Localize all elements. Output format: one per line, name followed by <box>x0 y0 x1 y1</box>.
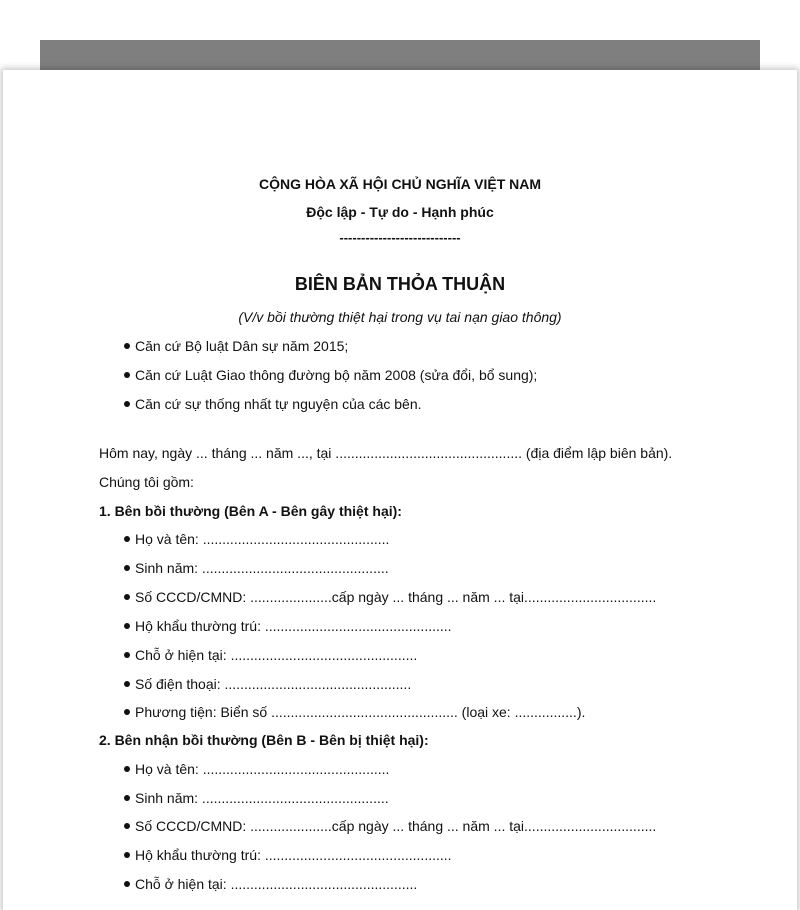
party-a-field-name: Họ và tên: ................................................ <box>124 531 389 547</box>
motto: Độc lập - Tự do - Hạnh phúc <box>306 204 494 220</box>
party-a-field-vehicle: Phương tiện: Biển số ................................................ (loại xe: ................). <box>124 704 585 720</box>
party-a-field-permanent-address: Hộ khẩu thường trú: ................................................ <box>124 618 452 634</box>
document-page <box>3 70 797 910</box>
divider-line: ---------------------------- <box>339 230 461 245</box>
party-a-heading: 1. Bên bồi thường (Bên A - Bên gây thiệt hại): <box>99 503 402 519</box>
party-b-field-permanent-address: Hộ khẩu thường trú: ................................................ <box>124 847 452 863</box>
party-b-field-name: Họ và tên: ................................................ <box>124 761 389 777</box>
party-b-field-current-address: Chỗ ở hiện tại: ................................................ <box>124 876 417 892</box>
intro-line: Hôm nay, ngày ... tháng ... năm ..., tại ................................................ (địa điểm lập biên bản). <box>99 445 673 461</box>
party-a-field-birth-year: Sinh năm: ................................................ <box>124 560 389 576</box>
legal-basis-item: Căn cứ Luật Giao thông đường bộ năm 2008 (sửa đổi, bổ sung); <box>124 367 537 383</box>
document-subtitle: (V/v bồi thường thiệt hại trong vụ tai nạn giao thông) <box>238 309 562 325</box>
party-b-field-birth-year: Sinh năm: ................................................ <box>124 790 389 806</box>
party-a-field-id: Số CCCD/CMND: .....................cấp ngày ... tháng ... năm ... tại.................................. <box>124 589 656 605</box>
national-title: CỘNG HÒA XÃ HỘI CHỦ NGHĨA VIỆT NAM <box>258 176 542 192</box>
party-a-field-current-address: Chỗ ở hiện tại: ................................................ <box>124 647 417 663</box>
document-title: BIÊN BẢN THỎA THUẬN <box>294 274 506 294</box>
participants-label: Chúng tôi gồm: <box>99 474 194 490</box>
background-page-bar <box>40 40 760 72</box>
legal-basis-item: Căn cứ sự thống nhất tự nguyện của các bên. <box>124 396 422 412</box>
legal-basis-item: Căn cứ Bộ luật Dân sự năm 2015; <box>124 338 348 354</box>
party-b-field-id: Số CCCD/CMND: .....................cấp ngày ... tháng ... năm ... tại.................................. <box>124 818 656 834</box>
party-a-field-phone: Số điện thoại: ................................................ <box>124 676 411 692</box>
party-b-heading: 2. Bên nhận bồi thường (Bên B - Bên bị thiệt hại): <box>99 732 429 748</box>
